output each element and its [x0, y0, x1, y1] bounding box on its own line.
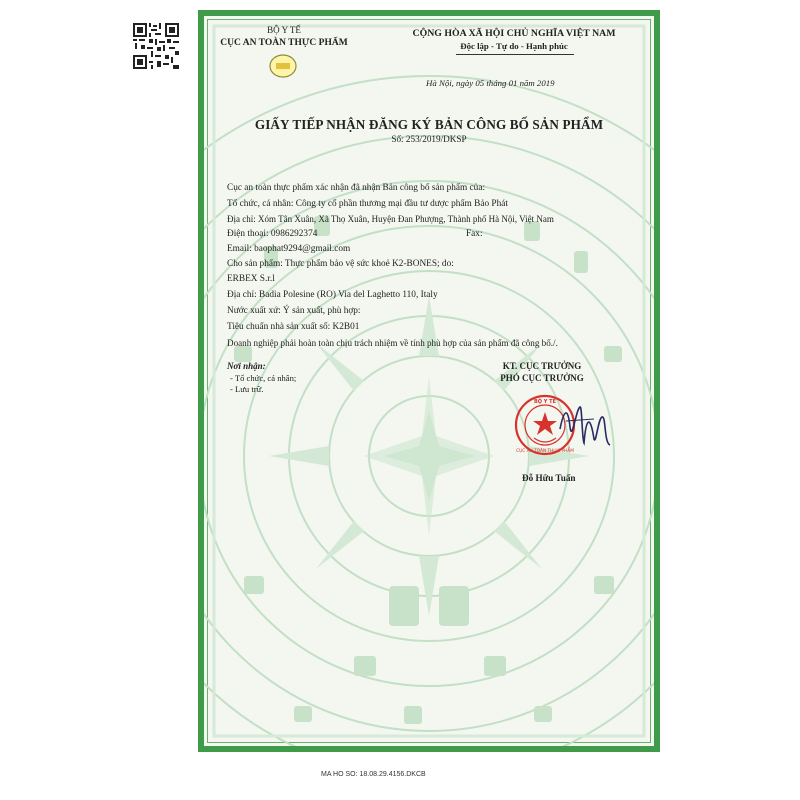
manufacturer-address-line: Địa chỉ: Badia Polesine (RO) Via del Laghetto 110, Italy [227, 290, 438, 300]
document-number: Số: 253/2019/DKSP [391, 134, 467, 144]
department-logo-icon [268, 53, 298, 79]
intro-line: Cục an toàn thực phẩm xác nhận đã nhận Bản công bố sản phẩm của: [227, 183, 486, 193]
signer-name: Đỗ Hữu Tuấn [522, 473, 576, 483]
qr-code [133, 23, 179, 69]
ministry-name: BỘ Y TẾ [267, 25, 301, 35]
svg-text:CỤC AN TOÀN THỰC PHẨM: CỤC AN TOÀN THỰC PHẨM [516, 449, 574, 454]
manufacturer-line: ERBEX S.r.l [227, 274, 275, 284]
recipient-item: - Tổ chức, cá nhân; [230, 373, 297, 383]
department-name: CỤC AN TOÀN THỰC PHẨM [220, 38, 348, 48]
email-line: Email: baophat9294@gmail.com [227, 244, 351, 254]
standard-line: Tiêu chuẩn nhà sản xuất số: K2B01 [227, 322, 360, 332]
certificate-document [198, 10, 660, 752]
recipient-item: - Lưu trữ. [230, 384, 264, 394]
product-line: Cho sản phẩm: Thực phẩm bảo vệ sức khoẻ K2-BONES; do: [227, 259, 454, 269]
origin-line: Nước xuất xứ: Ý sản xuất, phù hợp: [227, 306, 361, 316]
fax-line: Fax: [466, 229, 483, 239]
signer-role-1: KT. CỤC TRƯỞNG [502, 361, 582, 371]
motto-underline [456, 54, 574, 55]
handwritten-signature [554, 399, 614, 451]
country-name: CỘNG HÒA XÃ HỘI CHỦ NGHĨA VIỆT NAM [412, 28, 616, 39]
organization-line: Tổ chức, cá nhân: Công ty cổ phần thương mại đầu tư dược phẩm Bảo Phát [227, 199, 508, 209]
document-title: GIẤY TIẾP NHẬN ĐĂNG KÝ BẢN CÔNG BỐ SẢN PHẨM [254, 117, 604, 132]
place-date: Hà Nội, ngày 05 tháng 01 năm 2019 [426, 78, 555, 88]
recipients-heading: Nơi nhận: [227, 361, 266, 371]
national-motto: Độc lập - Tự do - Hạnh phúc [460, 41, 568, 51]
responsibility-line: Doanh nghiệp phải hoàn toàn chịu trách nhiệm về tính phù hợp của sản phẩm đã công bố./. [227, 338, 558, 348]
dossier-code: MA HO SO: 18.08.29.4156.DKCB [321, 771, 426, 778]
phone-line: Điện thoại: 0986292374 [227, 229, 318, 239]
signer-role-2: PHÓ CỤC TRƯỞNG [500, 373, 584, 383]
svg-text:BỘ Y TẾ: BỘ Y TẾ [534, 399, 556, 405]
address-line: Địa chỉ: Xóm Tân Xuân, Xã Thọ Xuân, Huyện Đan Phượng, Thành phố Hà Nội, Việt Nam [227, 214, 554, 224]
